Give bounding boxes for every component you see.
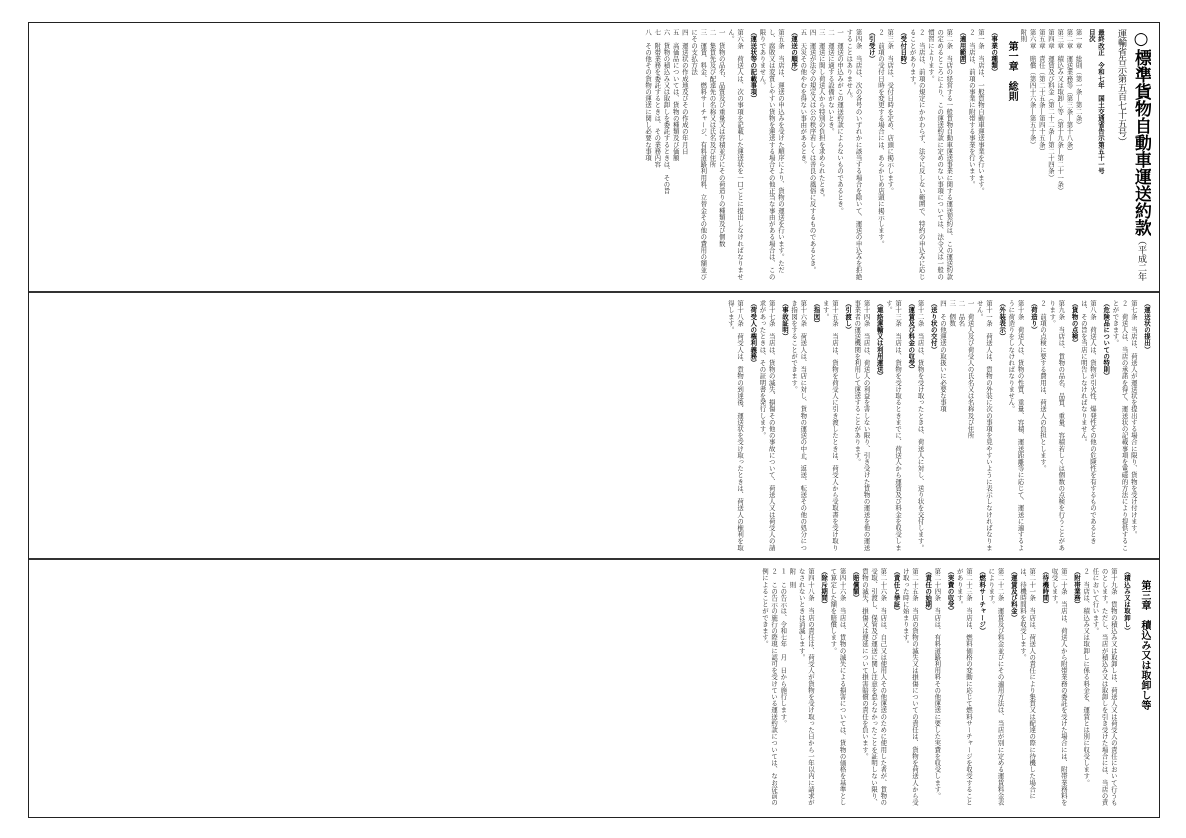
article-caption: （連絡運輸又は利用運送）	[875, 300, 884, 380]
article-text: 第十一条 荷送人は、貨物の外装に次の事項を見やすいように表示しなければなりません。	[975, 300, 993, 551]
article-text: 一 荷送人及び荷受人の氏名又は名称及び住所	[966, 300, 975, 439]
toc-item: 第六章 賠償（第四十六条―第五十条）	[1028, 29, 1037, 148]
article-caption: （附帯業務）	[1072, 568, 1081, 608]
toc-item: 附則	[1019, 29, 1028, 43]
document-title	[1111, 29, 1151, 285]
article-text: 第十五条 当店は、貨物を荷受人に引き渡したときは、荷受人から受取書を受け取ります。	[821, 300, 839, 551]
article-text: 第十八条 荷受人は、貨物の到達後、運送状を受け取ったときは、荷送人の権利を取得します。	[726, 300, 745, 551]
chapter-heading: 第一章 総則	[1006, 41, 1018, 101]
article-caption: （指図）	[812, 300, 821, 327]
toc-item: 第三章 積込み又は取卸し等（第十九条―第二十一条）	[1056, 29, 1065, 194]
article-text: ２ 前項の点検に要する費用は、荷送人の負担とします。	[1038, 300, 1047, 472]
article-text: 第六条 荷送人は、次の事項を記載した運送状を一口ごとに提出しなければなりません。	[726, 29, 745, 280]
article-text: 第二十一条 当店は、荷送人の責任により集貨又は配達の際に待機した場合には、待機時間料を収受します。	[1018, 568, 1037, 799]
article-caption: （事故証明）	[780, 300, 789, 340]
article-caption: （運賃及び料金）	[1009, 568, 1018, 621]
article-text: 六 貨物の積込み又は取卸しを委託するときは、その旨	[662, 29, 671, 194]
article-text: 第二十六条 当店は、自己又は使用人その他運送のために使用した者が、貨物の受取、引渡し、保管及び運送に関し注意を怠らなかったことを証明しない限り、貨物の滅失、損傷又は遅延について損害賠償の責任を負います。	[860, 568, 888, 806]
article-caption: （荷造り）	[1029, 300, 1038, 333]
article-text: 四 その他運送の取扱いに必要な事項	[938, 300, 947, 413]
toc-item: 第二章 運送業務等（第三条―第十八条）	[1065, 29, 1074, 155]
article-text: 第八条 荷送人は、貨物が引火性、爆発性その他の危険性を有するものであるときは、その旨を当店に明告しなければなりません。	[1079, 300, 1097, 545]
title-note: （平成二年運輸省告示第五百七十五号）	[1116, 29, 1146, 281]
article-text: 第二十三条 当店は、燃料価格の変動に応じて燃料サーチャージを収受することがあります。	[955, 568, 973, 806]
article-text: 第二十条 当店は、荷送人から附帯業務の委託を受けた場合には、附帯業務料を収受します。	[1050, 568, 1068, 806]
amendment-note: 最終改正 令和七年 国土交通省告示第五十一号	[1097, 29, 1105, 175]
article-text: ２ 当店は、積込み又は取卸しに係る料金を、運賃とは別に収受します。	[1082, 568, 1091, 786]
article-caption: （外装表示）	[998, 300, 1007, 340]
article-text: 三 運賃、料金、燃料サーチャージ、有料道路利用料、立替金その他の費用の額並びにその支払方法	[690, 29, 708, 280]
article-text: 四 運送状の作成地及びその作成の年月日	[680, 29, 689, 155]
toc-item: 第五章 責任（第二十五条―第四十五条）	[1037, 29, 1046, 155]
article-text: ２ 前項の受付日時を変更する場合には、あらかじめ店頭に掲示します。	[876, 29, 885, 247]
article-text: 第十六条 荷送人は、当店に対し、貨物の運送の中止、返送、転送その他の処分につき指図をすることができます。	[790, 300, 808, 551]
article-text: 第四十八条 当店の責任は、荷受人が貨物を受け取った日から一年以内に請求がなされないときは消滅します。	[797, 568, 815, 806]
article-caption: （適用範囲）	[958, 29, 967, 69]
article-text: 第三条 当店は、受付日時を定め、店頭に掲示します。	[886, 29, 895, 194]
article-caption: （荷受人の権利義務）	[749, 300, 758, 366]
toc-label: 目次	[1087, 29, 1096, 43]
article-caption: （待機時間）	[1041, 568, 1050, 608]
article-text: 二 集貨先及び配達先の名称又は氏名及び住所	[708, 29, 717, 168]
article-caption: （引受け）	[867, 29, 876, 62]
article-caption: （運送の順序）	[790, 29, 799, 76]
article-caption: （危険品についての特則）	[1102, 300, 1111, 380]
article-text: 第一条 当店は、一般貨物自動車運送事業を行います。	[976, 29, 985, 194]
article-text: ２ 荷送人は、当店の承諾を得て、運送状の記載事項を電磁的方法により提供することができます。	[1111, 300, 1129, 551]
document-page	[28, 22, 1160, 818]
article-caption: （責任の始期）	[924, 568, 933, 615]
article-text: 三 個数	[948, 300, 957, 327]
article-text: 五 高価品については、貨物の種類及び価額	[671, 29, 680, 161]
article-text: 第十条 荷送人は、貨物の性質、重量、容積、運送距離等に応じて、運送に適するように荷造りをしなければなりません。	[1007, 300, 1025, 551]
article-caption: （貨物の点検）	[1070, 300, 1079, 347]
article-text: １ この告示は、令和七年 月 日から施行します。	[779, 568, 788, 727]
article-text: 五 天災その他やむを得ない事由があるとき。	[799, 29, 808, 168]
article-text: 七 附帯業務を委託するときは、その業務内容	[653, 29, 662, 168]
article-text: 四 運送が法令の規定又は公の秩序若しくは善良の風俗に反するものであるとき。	[808, 29, 817, 274]
article-text: 第二十五条 当店の貨物の滅失又は損傷についての責任は、貨物を荷送人から受け取った時に始まります。	[901, 568, 919, 806]
document-band-top	[29, 23, 1159, 293]
article-caption: （事業の種類）	[990, 29, 999, 76]
article-caption: （受付日時）	[899, 29, 908, 69]
document-band-middle	[29, 294, 1159, 560]
chapter-heading: 第三章 積込み又は取卸し等	[1139, 580, 1150, 710]
article-text: 一 貨物の品名、品質及び重量又は容積並びにその荷造りの種類及び個数	[717, 29, 726, 247]
article-caption: （運送状の提出）	[1143, 300, 1151, 353]
toc-item: 第四章 運賃及び料金（第二十二条―第二十四条）	[1046, 29, 1055, 181]
article-caption: （燃料サーチャージ）	[978, 568, 987, 634]
article-caption: （運送状等の記載事項）	[749, 29, 758, 102]
title-text: ○標準貨物自動車運送約款	[1131, 29, 1151, 236]
article-text: 一 運送の申込みがこの運送約款によらないものであるとき。	[836, 29, 845, 214]
article-text: 第二十四条 当店は、有料道路利用料その他運送に要した実費を収受します。	[933, 568, 942, 799]
article-caption: （引渡し）	[844, 300, 853, 333]
article-text: 附 則	[788, 568, 797, 588]
toc-item: 第一章 総則（第一条―第二条）	[1074, 29, 1083, 128]
article-caption: （送り状の交付）	[929, 300, 938, 353]
article-text: 第十三条 当店は、貨物を受け取るときまでに、荷送人から運賃及び料金を収受します。	[884, 300, 903, 551]
article-text: 第四条 当店は、次の各号のいずれかに該当する場合を除いて、運送の申込みを拒絶することはありません。	[845, 29, 863, 280]
article-text: 八 その他その貨物の運送に関し必要な事項	[644, 29, 653, 161]
article-text: ２ 当店は、前項の事業に附帯する事業を行います。	[967, 29, 976, 188]
article-text: ２ 当店は、前項の規定にかかわらず、法令に反しない範囲で、特約の申込みに応じることがあります。	[908, 29, 926, 280]
article-caption: （責任と挙証）	[892, 568, 901, 615]
document-band-bottom	[29, 562, 1159, 817]
article-text: 第十九条 貨物の積込み又は取卸しは、荷送人又は荷受人の責任において行うものとします。ただし、当店が積込み又は取卸しを引き受けた場合には、当店の責任において行います。	[1091, 568, 1118, 806]
article-text: 第十四条 当店は、荷送人の利益を害しない限り、引き受けた貨物の運送を他の運送事業者の運送機関を利用して運送することがあります。	[853, 300, 871, 551]
article-text: 第十七条 当店は、貨物の滅失、損傷その他の事故について、荷送人又は荷受人の請求があったときは、その証明書を発行します。	[758, 300, 776, 551]
article-text: 第二十二条 運賃及び料金並びにその適用方法は、当店が別に定める運賃料金表によります。	[987, 568, 1005, 806]
article-text: 第二条 当店の経営する一般貨物自動車運送事業に関する運送契約は、この運送約款の定めるところにより、この運送約款に定めのない事項については、法令又は一般の慣習によります。	[926, 29, 954, 280]
article-caption: （賠償額）	[851, 568, 860, 601]
article-caption: （実費の収受）	[946, 568, 955, 615]
article-text: 二 運送に適する設備がないとき。	[826, 29, 835, 135]
article-text: 第四十六条 当店は、貨物の滅失による損害については、貨物の価格を基準として算定した額を賠償します。	[829, 568, 847, 806]
article-text: 第五条 当店は、運送の申込みを受けた順序により、貨物の運送を行います。ただし、腐敗又は変質しやすい貨物を運送する場合その他正当な事由がある場合は、この限りでありません。	[758, 29, 785, 280]
article-text: ２ この告示の施行の際現に認可を受けている運送約款については、なお従前の例によることができます。	[760, 568, 779, 806]
article-text: 第七条 当店は、荷送人が運送状を提出する場合に限り、貨物を受け付けます。	[1129, 300, 1138, 538]
article-text: 二 品名	[957, 300, 966, 327]
article-text: 三 運送に関し荷送人から特別の負担を求められたとき。	[817, 29, 826, 201]
article-text: 第九条 当店は、貨物の品名、品質、重量、容積若しくは個数の点検を行うことがあります。	[1048, 300, 1066, 551]
article-caption: （積込み又は取卸し）	[1123, 568, 1131, 634]
article-caption: （除斥期間）	[820, 568, 829, 608]
article-caption: （運賃及び料金の収受）	[907, 300, 916, 373]
article-text: 第十二条 当店は、貨物を受け取ったときは、荷送人に対し、送り状を交付します。	[916, 300, 925, 551]
